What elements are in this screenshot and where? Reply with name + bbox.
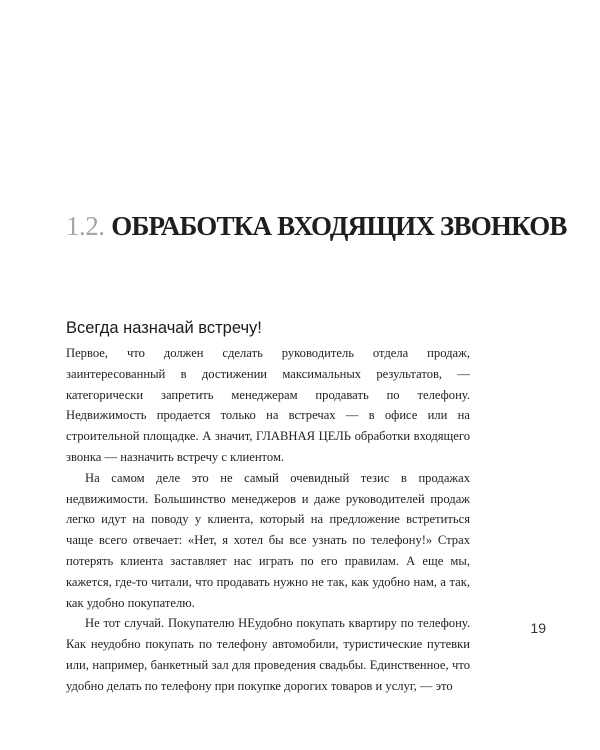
- body-text: [66, 343, 470, 697]
- chapter-heading: [66, 206, 567, 246]
- section-title: Всегда назначай встречу!: [66, 319, 262, 337]
- chapter-title: ОБРАБОТКА ВХОДЯЩИХ ЗВОНКОВ: [111, 211, 567, 241]
- paragraph: Первое, что должен сделать руководитель отдела продаж, заинтересованный в достижении максимальных результатов, — категорически запретить менеджерам продавать по телефону. Недвижимость продается только на встречах — в офисе или на строительной площадке. А значит, ГЛАВНАЯ ЦЕЛЬ обработки входящего звонка — назначить встречу с клиентом.: [66, 346, 470, 464]
- page-number: 19: [530, 620, 546, 636]
- paragraph: На самом деле это не самый очевидный тезис в продажах недвижимости. Большинство менеджеров и даже руководителей продаж легко идут на поводу у клиента, который на предложение встретиться чаще всего отвечает: «Нет, я хотел бы все узнать по телефону!» Страх потерять клиента заставляет нас играть по его правилам. А еще мы, кажется, где-то читали, что продавать нужно не так, как удобно нам, а так, как удобно покупателю.: [66, 470, 470, 610]
- chapter-number: 1.2.: [66, 211, 105, 241]
- paragraph: Не тот случай. Покупателю НЕудобно покупать квартиру по телефону. Как неудобно покупать по телефону автомобили, туристические путевки или, например, банкетный зал для проведения свадьбы. Единственное, что удобно делать по телефону при покупке дорогих товаров и услуг, — это: [66, 616, 470, 693]
